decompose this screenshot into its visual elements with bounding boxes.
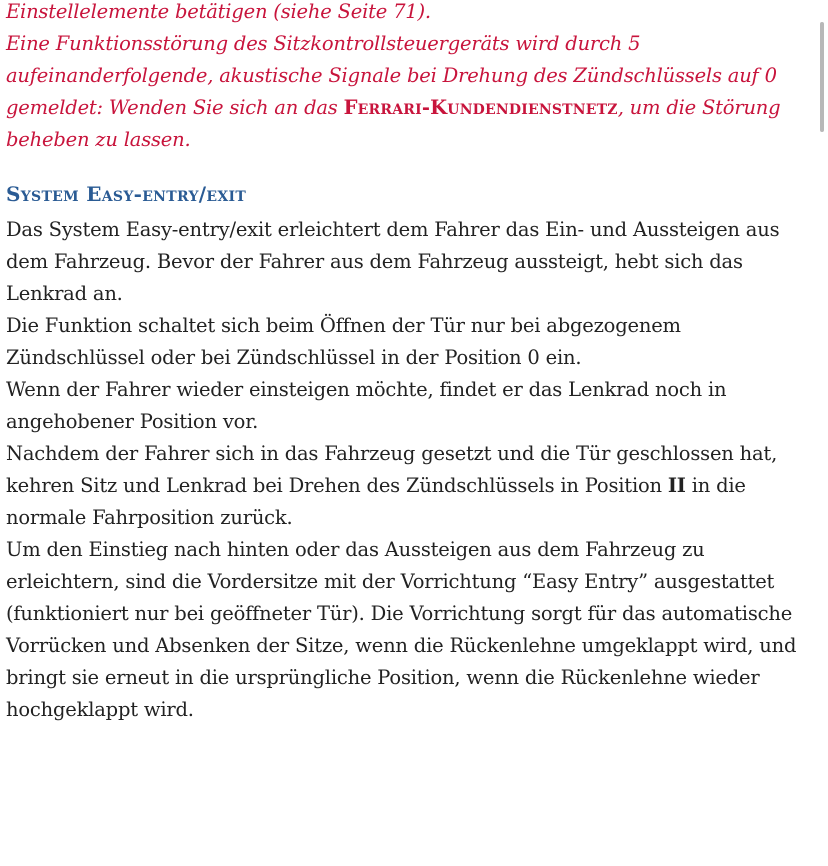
- paragraph-4-start: Nachdem der Fahrer sich in das Fahrzeug gesetzt und die Tür geschlossen hat, kehren Sitz und Lenkrad bei Drehen des Zündschlüssels in Position: [6, 442, 778, 497]
- warning-line-2: Eine Funktionsstörung des Sitzkontrollsteuergeräts wird durch 5 aufeinanderfolgende, akustische Signale bei Drehung des Zündschlüssels auf 0 gemeldet: Wenden Sie sich an das: [6, 32, 777, 119]
- paragraph-3: Wenn der Fahrer wieder einsteigen möchte, findet er das Lenkrad noch in angehobener Position vor.: [6, 378, 727, 433]
- paragraph-5: Um den Einstieg nach hinten oder das Aussteigen aus dem Fahrzeug zu erleichtern, sind die Vordersitze mit der Vorrichtung “Easy Entry” ausgestattet (funktioniert nur bei geöffneter Tür). Die Vorrichtung sorgt für das automatische Vorrücken und Absenken der Sitze, wenn die Rückenlehne umgeklappt wird, und bringt sie erneut in die ursprüngliche Position, wenn die Rückenlehne wieder hochgeklappt wird.: [6, 538, 797, 721]
- manual-page: [6, 0, 806, 726]
- paragraph-2: Die Funktion schaltet sich beim Öffnen der Tür nur bei abgezogenem Zündschlüssel oder bei Zündschlüssel in der Position 0 ein.: [6, 314, 681, 369]
- warning-text: [6, 0, 806, 156]
- section-heading: System Easy-entry/exit: [6, 182, 247, 206]
- paragraph-1: Das System Easy-entry/exit erleichtert dem Fahrer das Ein- und Aussteigen aus dem Fahrzeug. Bevor der Fahrer aus dem Fahrzeug aussteigt, hebt sich das Lenkrad an.: [6, 218, 780, 305]
- ferrari-network-name: Ferrari-Kundendienstnetz: [343, 96, 618, 119]
- warning-line-1: Einstellelemente betätigen (siehe Seite 71).: [6, 0, 431, 23]
- warning-line-2-end: , um die Störung beheben zu lassen.: [6, 96, 781, 151]
- paragraph-4: [6, 438, 806, 534]
- scrollbar[interactable]: [820, 22, 824, 132]
- paragraph-4-end: in die normale Fahrposition zurück.: [6, 474, 746, 529]
- position-label: II: [667, 474, 686, 497]
